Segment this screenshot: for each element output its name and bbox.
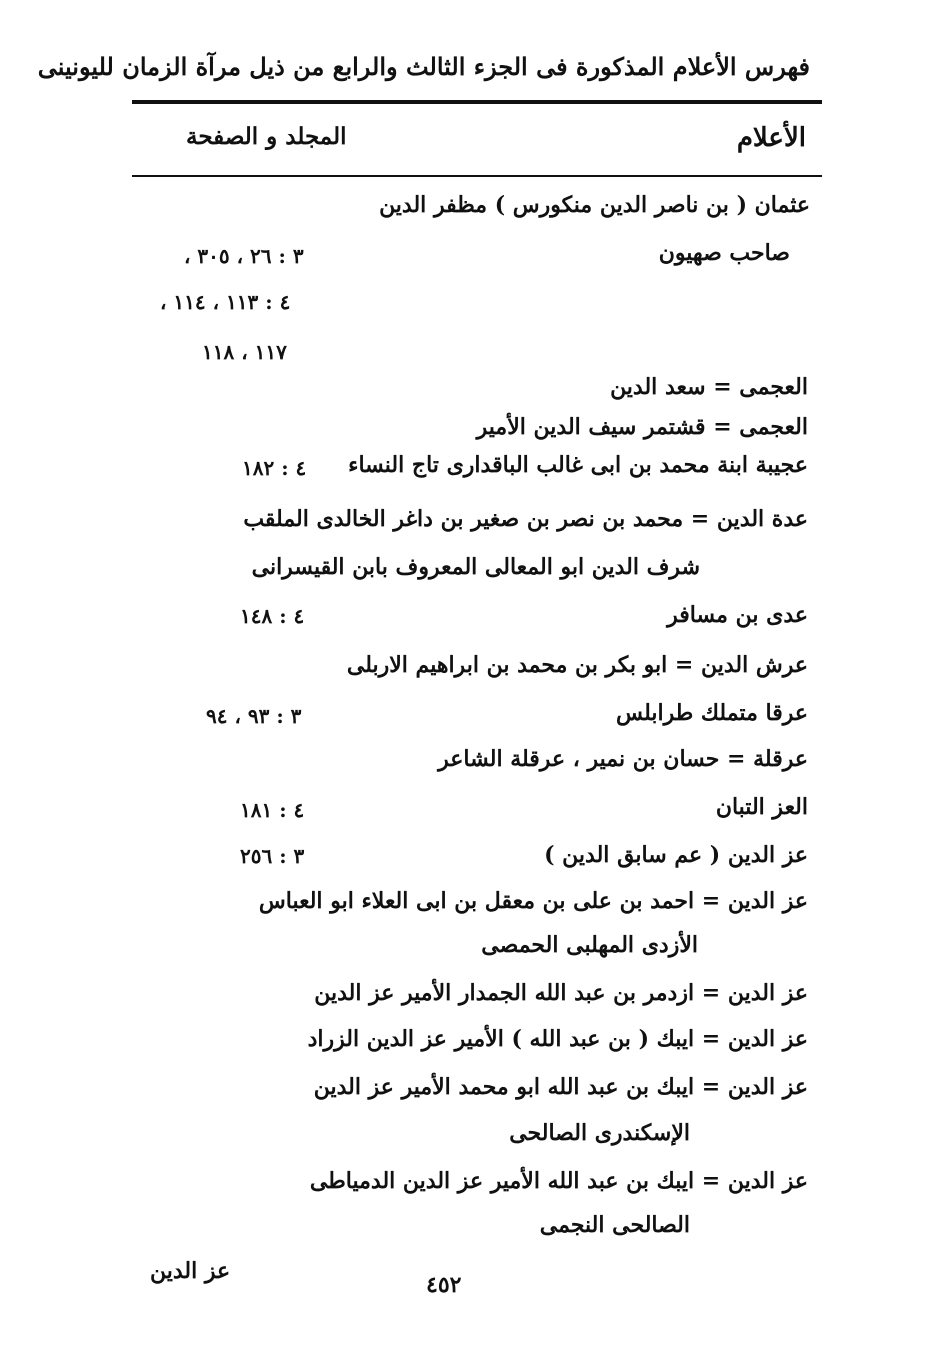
entry-text: العجمى = سعد الدين bbox=[610, 374, 808, 400]
entry-text: العجمى = قشتمر سيف الدين الأمير bbox=[476, 414, 808, 440]
entry-reference: ٤ : ١٨١ bbox=[240, 798, 305, 822]
column-heading-rule bbox=[132, 175, 822, 177]
entry-text: عدى بن مسافر bbox=[667, 602, 808, 628]
names-column-heading: الأعلام bbox=[736, 123, 806, 153]
entry-reference: ٤ : ١٤٨ bbox=[240, 604, 305, 628]
entry-reference: ٣ : ٢٦ ، ٣٠٥ ، bbox=[184, 244, 304, 268]
entry-reference: ١١٧ ، ١١٨ bbox=[202, 340, 287, 364]
page-number: ٤٥٢ bbox=[426, 1272, 462, 1298]
entry-text: عز الدين = احمد بن على بن معقل بن ابى العلاء ابو العباس bbox=[258, 888, 808, 914]
entry-text: الأزدى المهلبى الحمصى bbox=[481, 932, 698, 958]
entry-text: عز الدين = ايبك بن عبد الله الأمير عز الدين الدمياطى bbox=[309, 1168, 808, 1194]
volume-page-column-heading: المجلد و الصفحة bbox=[186, 123, 347, 150]
header-rule bbox=[132, 100, 822, 104]
index-title: فهرس الأعلام المذكورة فى الجزء الثالث والرابع من ذيل مرآة الزمان لليونينى bbox=[37, 52, 810, 81]
entry-reference: ٣ : ٩٣ ، ٩٤ bbox=[206, 704, 302, 728]
entry-text: عجيبة ابنة محمد بن ابى غالب الباقدارى تاج النساء bbox=[348, 452, 808, 478]
entry-text: شرف الدين ابو المعالى المعروف بابن القيسرانى bbox=[251, 554, 700, 580]
entry-text: عز الدين ( عم سابق الدين ) bbox=[544, 842, 808, 868]
entry-text: عز الدين = ازدمر بن عبد الله الجمدار الأمير عز الدين bbox=[314, 980, 808, 1006]
entry-text: عرقلة = حسان بن نمير ، عرقلة الشاعر bbox=[438, 746, 808, 772]
entry-text: عز الدين = ايبك ( بن عبد الله ) الأمير عز الدين الزراد bbox=[307, 1026, 808, 1052]
entry-text: الصالحى النجمى bbox=[539, 1212, 690, 1238]
entry-reference: ٤ : ١٨٢ bbox=[242, 456, 307, 480]
entry-reference: ٣ : ٢٥٦ bbox=[240, 844, 305, 868]
entry-reference: ٤ : ١١٣ ، ١١٤ ، bbox=[160, 290, 291, 314]
entry-text: العز التبان bbox=[715, 794, 808, 820]
entry-text: عثمان ( بن ناصر الدين منكورس ) مظفر الدين bbox=[379, 192, 810, 218]
entry-text: عرش الدين = ابو بكر بن محمد بن ابراهيم الاربلى bbox=[346, 652, 808, 678]
entry-text: الإسكندرى الصالحى bbox=[509, 1120, 690, 1146]
entry-text: عرقا متملك طرابلس bbox=[616, 700, 808, 726]
catchword: عز الدين bbox=[150, 1258, 231, 1284]
entry-text: صاحب صهيون bbox=[658, 240, 790, 266]
entry-text: عز الدين = ايبك بن عبد الله ابو محمد الأمير عز الدين bbox=[313, 1074, 808, 1100]
entry-text: عدة الدين = محمد بن نصر بن صغير بن داغر الخالدى الملقب bbox=[243, 506, 808, 532]
